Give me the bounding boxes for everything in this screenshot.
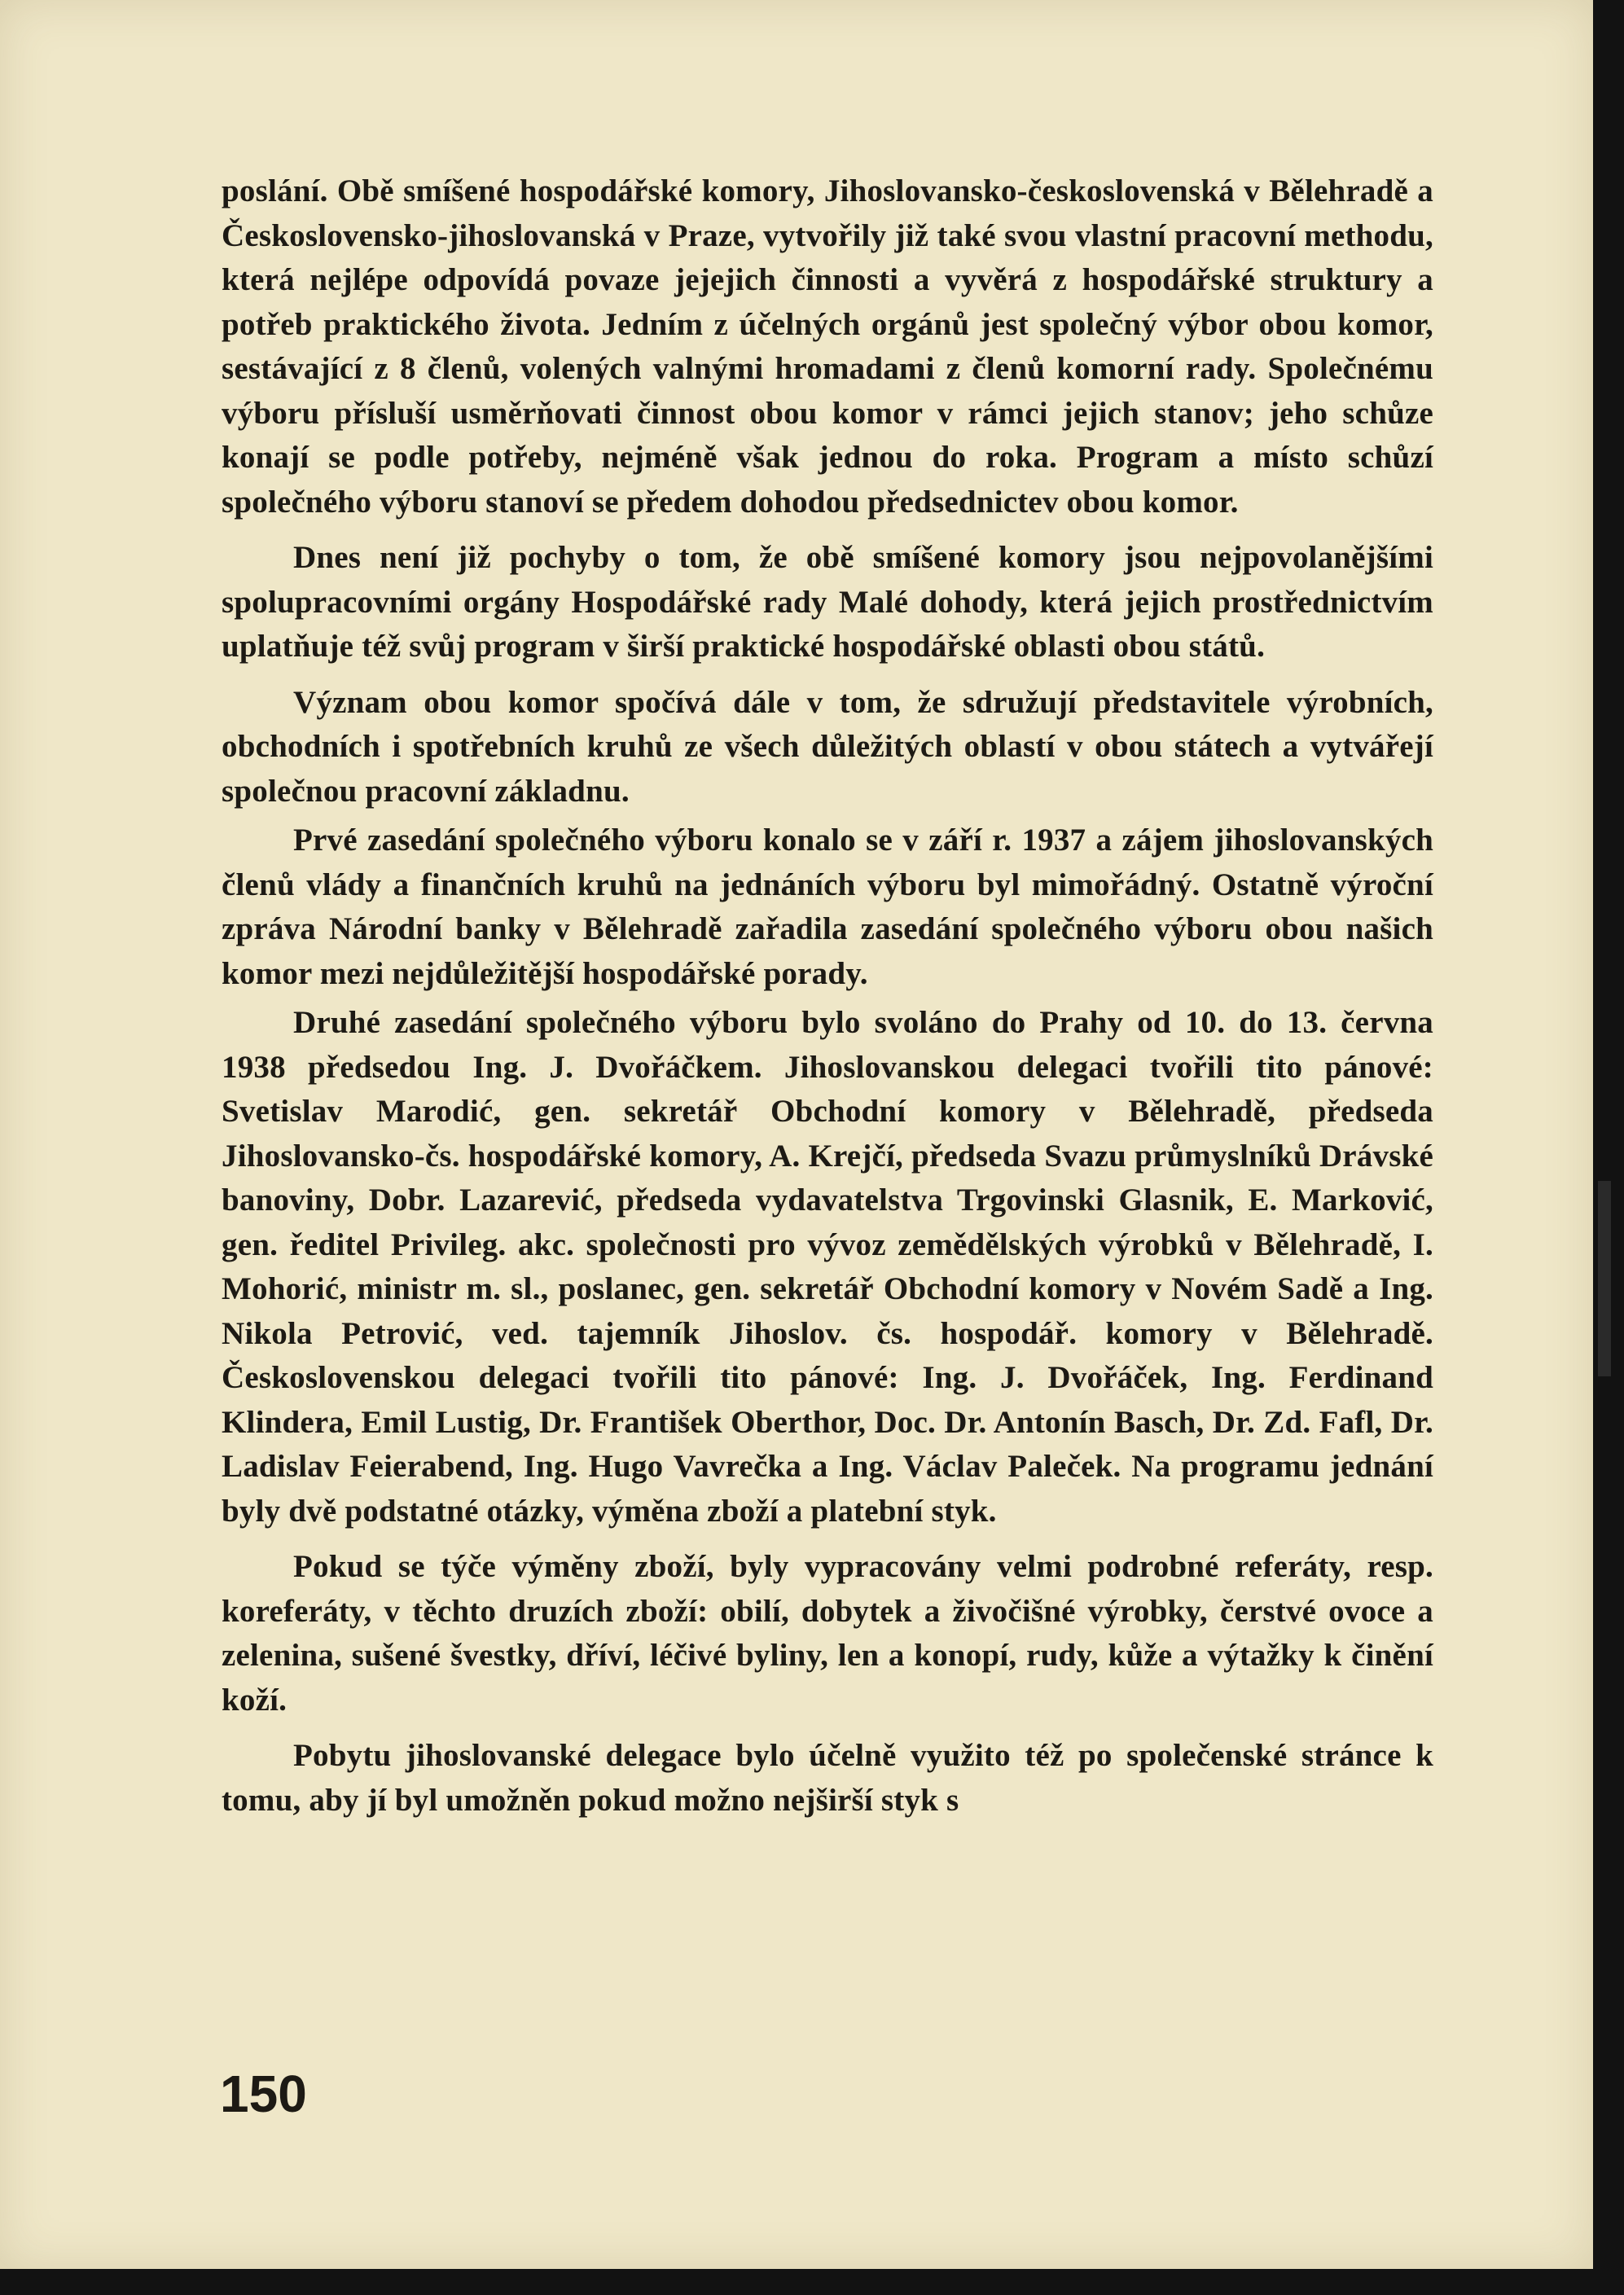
- paragraph-5: Druhé zasedání společného výboru bylo svoláno do Prahy od 10. do 13. června 1938 předsedou Ing. J. Dvořáčkem. Jihoslovanskou delegaci tvořili tito pánové: Svetislav Marodić, gen. sekretář Obchodní komory v Bělehradě, předseda Jihoslovansko-čs. hospodářské komory, A. Krejčí, předseda Svazu průmyslníků Drávské banoviny, Dobr. Lazarević, předseda vydavatelstva Trgovinski Glasnik, E. Marković, gen. ředitel Privileg. akc. společnosti pro vývoz zemědělských výrobků v Bělehradě, I. Mohorić, ministr m. sl., poslanec, gen. sekretář Obchodní komory v Novém Sadě a Ing. Nikola Petrović, ved. tajemník Jihoslov. čs. hospodář. komory v Bělehradě. Československou delegaci tvořili tito pánové: Ing. J. Dvořáček, Ing. Ferdinand Klindera, Emil Lustig, Dr. František Oberthor, Doc. Dr. Antonín Basch, Dr. Zd. Fafl, Dr. Ladislav Feierabend, Ing. Hugo Vavrečka a Ing. Václav Paleček. Na programu jednání byly dvě podstatné otázky, výměna zboží a platební styk.: [222, 1005, 1433, 1529]
- body-text: [222, 169, 1433, 1834]
- scan-border-right: [1593, 0, 1624, 2295]
- paragraph-1: poslání. Obě smíšené hospodářské komory, Jihoslovansko-československá v Bělehradě a Československo-jihoslovanská v Praze, vytvořily již také svou vlastní pracovní methodu, která nejlépe odpovídá povaze jejejich činnosti a vyvěrá z hospodářské struktury a potřeb praktického života. Jedním z účelných orgánů jest společný výbor obou komor, sestávající z 8 členů, volených valnými hromadami z členů komorní rady. Společnému výboru přísluší usměrňovati činnost obou komor v rámci jejich stanov; jeho schůze konají se podle potřeby, nejméně však jednou do roka. Program a místo schůzí společného výboru stanoví se předem dohodou předsednictev obou komor.: [222, 173, 1433, 520]
- paragraph-7: Pobytu jihoslovanské delegace bylo účelně využito též po společenské stránce k tomu, aby jí byl umožněn pokud možno nejširší styk s: [222, 1738, 1433, 1818]
- scan-edge-mark: [1598, 1181, 1611, 1376]
- paragraph-4: Prvé zasedání společného výboru konalo se v září r. 1937 a zájem jihoslovanských členů vlády a finančních kruhů na jednáních výboru byl mimořádný. Ostatně výroční zpráva Národní banky v Bělehradě zařadila zasedání společného výboru obou našich komor mezi nejdůležitější hospodářské porady.: [222, 823, 1433, 991]
- paragraph-3: Význam obou komor spočívá dále v tom, že sdružují představitele výrobních, obchodních i spotřebních kruhů ze všech důležitých oblastí v obou státech a vytvářejí společnou pracovní základnu.: [222, 684, 1433, 809]
- paragraph-6: Pokud se týče výměny zboží, byly vypracovány velmi podrobné referáty, resp. koreferáty, v těchto druzích zboží: obilí, dobytek a živočišné výrobky, čerstvé ovoce a zelenina, sušené švestky, dříví, léčivé byliny, len a konopí, rudy, kůže a výtažky k činění koží.: [222, 1549, 1433, 1718]
- page-number: 150: [220, 2065, 307, 2123]
- scan-border-bottom: [0, 2269, 1624, 2295]
- paragraph-2: Dnes není již pochyby o tom, že obě smíšené komory jsou nejpovolanějšími spolupracovními orgány Hospodářské rady Malé dohody, která jejich prostřednictvím uplatňuje též svůj program v širší praktické hospodářské oblasti obou států.: [222, 540, 1433, 664]
